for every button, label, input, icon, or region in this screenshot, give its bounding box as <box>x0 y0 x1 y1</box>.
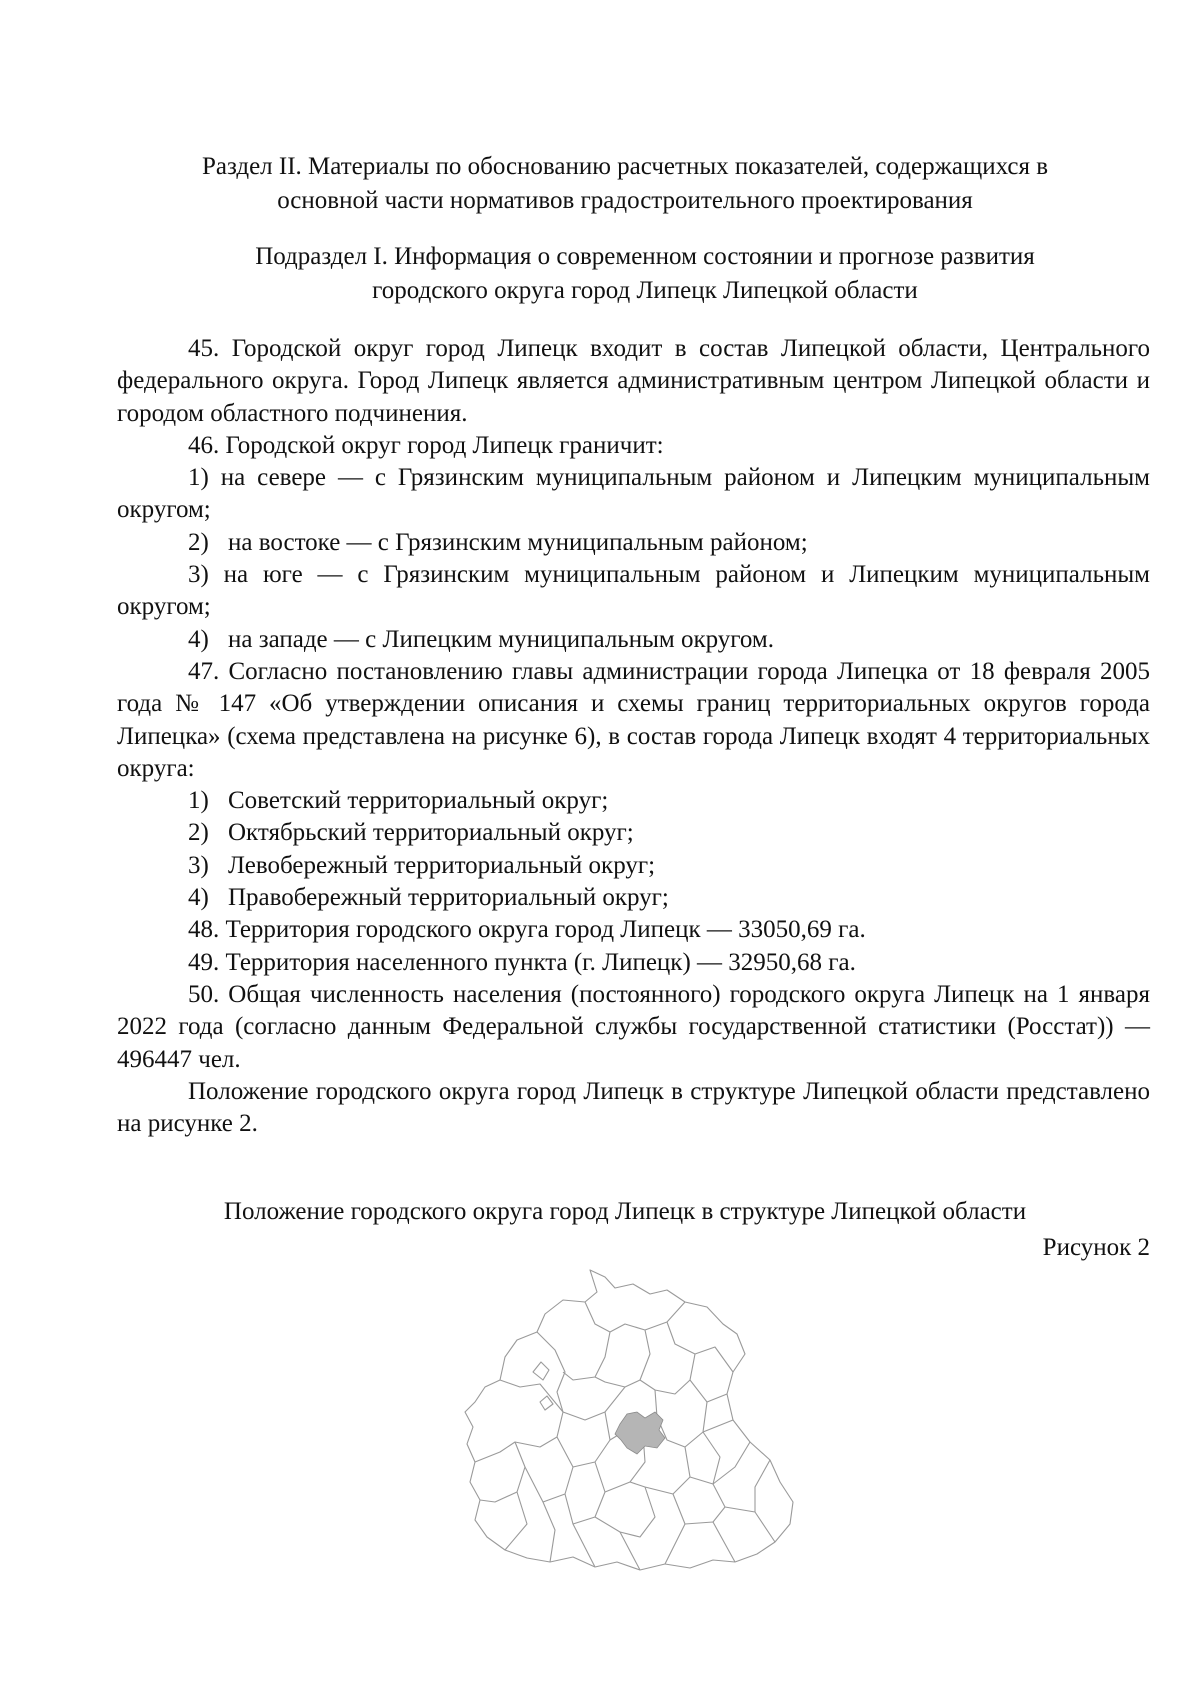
body-text <box>117 333 1150 1140</box>
paragraph-46: 46. Городской округ город Липецк граничит: <box>188 431 664 459</box>
section-title <box>110 150 1140 218</box>
list-number: 1) <box>188 787 209 815</box>
paragraph-50: 50. Общая численность населения (постоянного) городского округа Липецк на 1 января 2022 года (согласно данным Федеральной службы государственной статистики (Росстат)) — 496447 чел. <box>117 980 1150 1073</box>
list-number: 2) <box>188 528 209 556</box>
list-number: 3) <box>188 851 209 879</box>
region-map <box>445 1262 825 1582</box>
figure-number: Рисунок 2 <box>1042 1234 1150 1261</box>
paragraph-45: 45. Городской округ город Липецк входит в состав Липецкой области, Центрального федерального округа. Город Липецк является административным центром Липецкой области и городом областного подчинения. <box>117 335 1150 427</box>
paragraph-49: 49. Территория населенного пункта (г. Липецк) — 32950,68 га. <box>188 948 856 976</box>
figure-title: Положение городского округа город Липецк в структуре Липецкой области <box>223 1198 1027 1225</box>
border-south: 3) на юге — с Грязинским муниципальным районом и Липецким муниципальным округом; <box>117 561 1150 621</box>
list-text: Октябрьский территориальный округ; <box>228 819 634 847</box>
section-title-line-2: основной части нормативов градостроительного проектирования <box>277 187 973 214</box>
district-item <box>117 882 1150 914</box>
section-title-line-1: Раздел II. Материалы по обоснованию расчетных показателей, содержащихся в <box>201 153 1049 180</box>
border-east <box>117 527 1150 559</box>
list-number: 4) <box>188 884 209 912</box>
border-west <box>117 624 1150 656</box>
list-text: на западе — с Липецким муниципальным округом. <box>228 625 774 653</box>
paragraph-47: 47. Согласно постановлению главы администрации города Липецка от 18 февраля 2005 года № 147 «Об утверждении описания и схемы границ территориальных округов города Липецка» (схема представлена на рисунке 6), в состав города Липецк входят 4 территориальных округа: <box>117 657 1150 782</box>
list-text: Советский территориальный округ; <box>228 787 609 815</box>
border-north: 1) на севере — с Грязинским муниципальным районом и Липецким муниципальным округом; <box>117 464 1150 524</box>
list-text: Левобережный территориальный округ; <box>228 851 656 879</box>
paragraph-48: 48. Территория городского округа город Липецк — 33050,69 га. <box>188 916 866 944</box>
district-item <box>117 785 1150 817</box>
subsection-title-line-2: городского округа город Липецк Липецкой области <box>372 277 918 304</box>
district-item <box>117 850 1150 882</box>
list-text: на востоке — с Грязинским муниципальным районом; <box>228 528 808 556</box>
list-text: Правобережный территориальный округ; <box>228 884 669 912</box>
district-item <box>117 817 1150 849</box>
paragraph-position: Положение городского округа город Липецк в структуре Липецкой области представлено на рисунке 2. <box>117 1077 1150 1138</box>
subsection-title <box>130 240 1160 308</box>
list-number: 2) <box>188 819 209 847</box>
lipetsk-city-area <box>615 1412 665 1454</box>
subsection-title-line-1: Подраздел I. Информация о современном состоянии и прогнозе развития <box>255 243 1035 270</box>
list-number: 4) <box>188 625 209 653</box>
